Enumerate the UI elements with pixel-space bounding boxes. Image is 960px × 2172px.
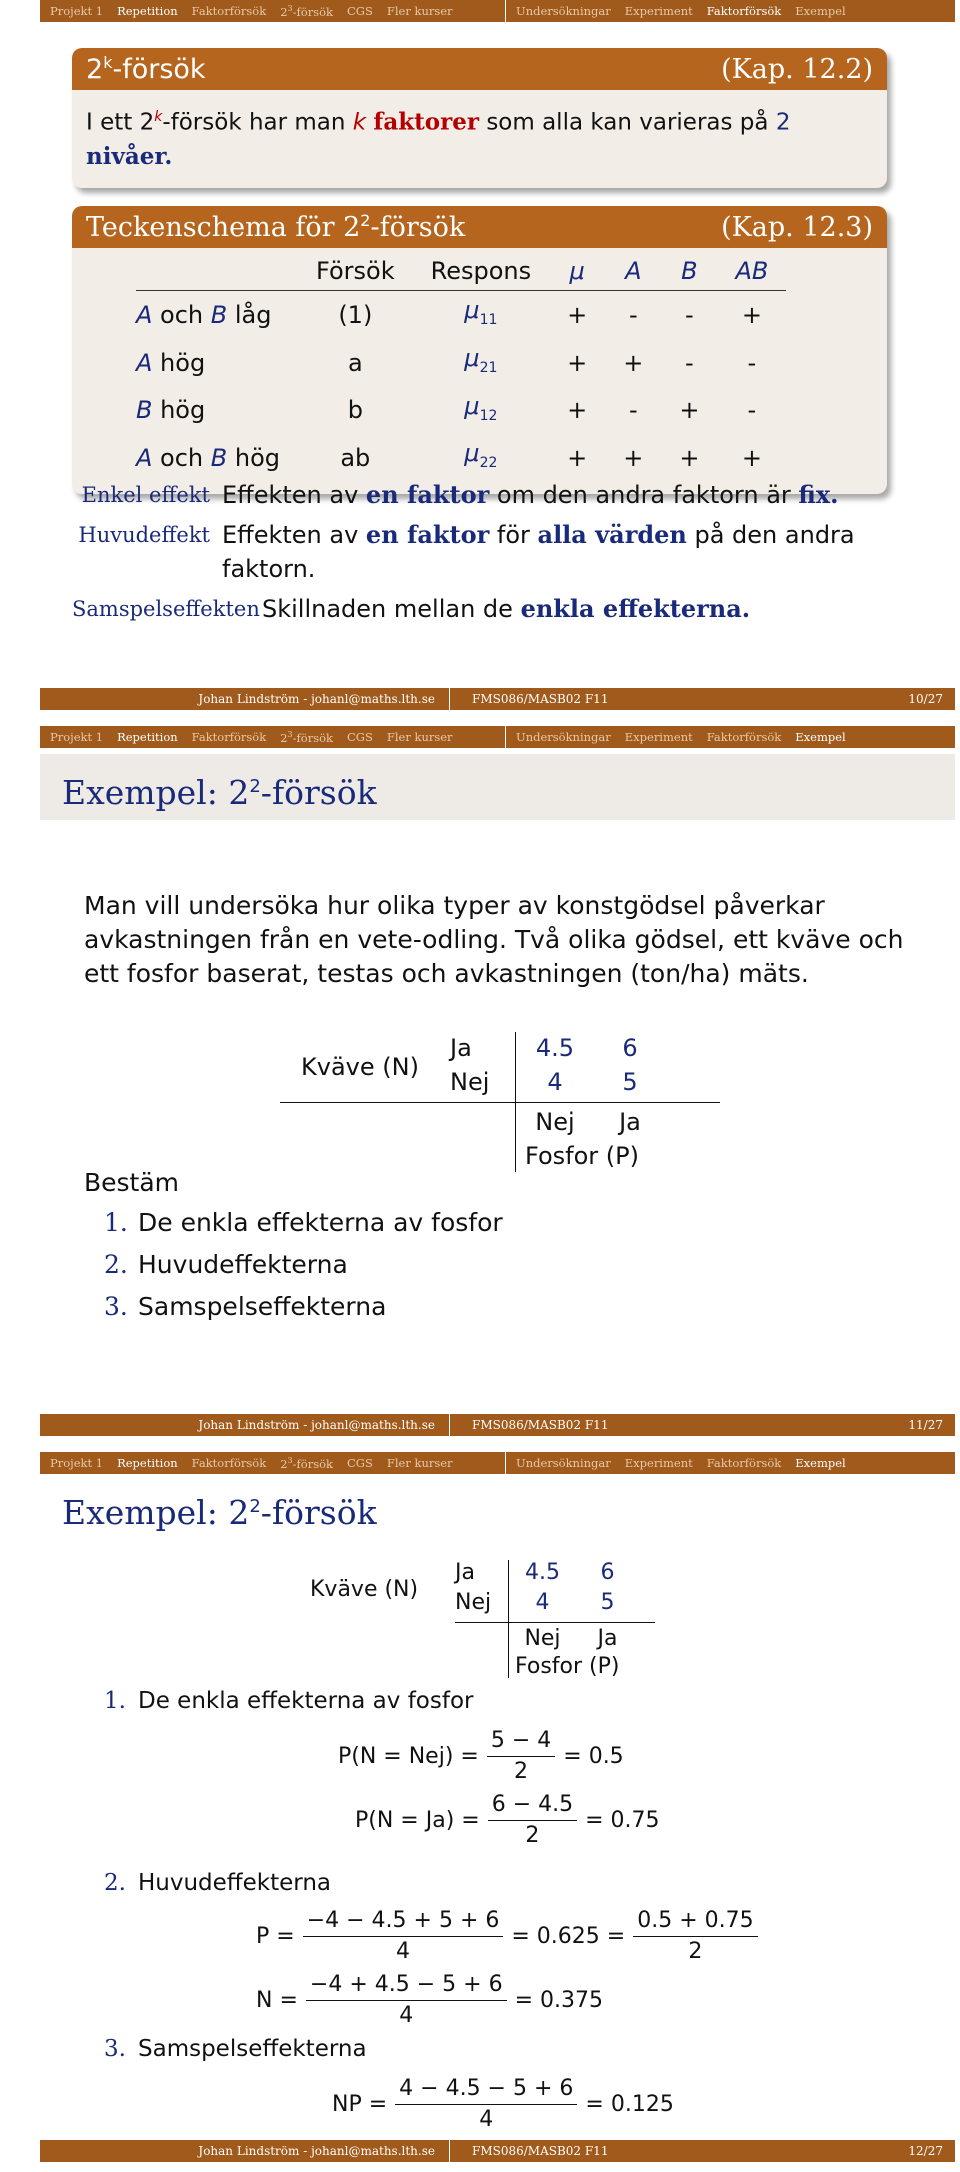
footer-course: FMS086/MASB02 F11 [472,1418,609,1432]
nav-item-active[interactable]: Repetition [117,4,178,18]
grid-cell: 6 [622,1034,638,1062]
nav-item[interactable]: $2^3$-försök [280,1455,333,1471]
page-title: Exempel: $2^2$-försök [40,1474,955,1540]
definition-text: Skillnaden mellan de enkla effekterna. [262,594,751,623]
footer-bar [40,2140,955,2162]
col-level: Ja [597,1626,618,1651]
nav-item[interactable]: Undersökningar [516,1456,611,1470]
grid-cell: 5 [622,1068,638,1096]
equation-p-n-nej: P(N = Nej) = $\frac{5 - 4}{2}$ = 0.5 [338,1728,624,1784]
definition-term: Huvudeffekt [78,523,210,547]
chapter-ref: (Kap. 12.2) [721,53,873,85]
task-list [104,1202,503,1328]
table-row: B hög b $\mu_{12}$ + - + - [136,391,757,425]
equation-np: NP = $\frac{4 - 4.5 - 5 + 6}{4}$ = 0.125 [332,2076,674,2132]
equation-p-main: P = $\frac{-4 - 4.5 + 5 + 6}{4}$ = 0.625 = $\frac{0.5 + 0.75}{2}$ [256,1906,766,1967]
col-factor-label: Fosfor (P) [525,1142,639,1170]
nav-item[interactable]: Faktorförsök [706,730,782,744]
row-level: Nej [450,1068,490,1096]
page-title: Exempel: $2^2$-försök [40,754,955,820]
solution-item-2: 2. Huvudeffekterna [104,1870,332,1896]
footer-author: Johan Lindström - johanl@maths.lth.se [40,1414,450,1436]
nav-bar [40,1452,955,1474]
nav-item-active[interactable]: Repetition [117,1456,178,1470]
list-item: 2. Huvudeffekterna [104,1250,348,1279]
nav-item[interactable]: Projekt 1 [50,4,104,18]
nav-item[interactable]: Fler kurser [386,4,453,18]
nav-item[interactable]: Undersökningar [516,4,611,18]
nav-item[interactable]: Experiment [624,1456,693,1470]
nav-left [40,726,505,748]
list-item: 3. Samspelseffekterna [104,1292,387,1321]
definition-term: Enkel effekt [81,483,210,507]
nav-item-active[interactable]: Exempel [795,1456,846,1470]
table-row: A hög a $\mu_{21}$ + + - - [136,343,757,377]
footer-course: FMS086/MASB02 F11 [472,2144,609,2158]
nav-item[interactable]: Fler kurser [386,1456,453,1470]
list-item: 1. De enkla effekterna av fosfor [104,1208,503,1237]
definition-text: Effekten av en faktor om den andra faktorn är fix. [222,480,839,509]
bestam-label: Bestäm [84,1168,180,1197]
footer-author: Johan Lindström - johanl@maths.lth.se [40,2140,450,2162]
chapter-ref: (Kap. 12.3) [721,211,873,243]
equation-n-main: N = $\frac{-4 + 4.5 - 5 + 6}{4}$ = 0.375 [256,1972,603,2028]
definition-row [72,592,892,626]
solution-item-3: 3. Samspelseffekterna [104,2036,367,2062]
nav-item[interactable]: Exempel [795,4,846,18]
nav-item[interactable]: Undersökningar [516,730,611,744]
nav-item[interactable]: Experiment [624,4,693,18]
footer-page: 11/27 [908,1418,943,1432]
nav-item[interactable]: Experiment [624,730,693,744]
nav-left [40,0,505,22]
row-level: Ja [450,1034,472,1062]
table-header-row: Försök Respons μ A B AB [136,252,786,291]
nav-item-active[interactable]: Faktorförsök [706,4,782,18]
nav-item[interactable]: Fler kurser [386,730,453,744]
grid-cell: 4 [535,1590,550,1615]
slide-11 [40,726,955,1436]
definition-list [72,478,892,626]
slide-12 [40,1452,955,2162]
grid-divider-vertical [508,1560,509,1622]
footer-page: 12/27 [908,2144,943,2158]
problem-paragraph: Man vill undersöka hur olika typer av konstgödsel påverkar avkastningen från en vete-odling. Två olika gödsel, ett kväve och ett fosfor baserat, testas och avkastningen (ton/ha) mäts. [84,891,904,988]
nav-left [40,1452,505,1474]
block-title: 2$^k$-försök (Kap. 12.2) [72,48,887,90]
nav-item[interactable]: CGS [346,730,373,744]
block-title: Teckenschema för $2^2$-försök (Kap. 12.3) [72,206,887,248]
slide-10 [40,0,955,710]
nav-item[interactable]: Faktorförsök [191,730,267,744]
definition-row [72,478,892,512]
nav-item[interactable]: Faktorförsök [191,1456,267,1470]
col-level: Ja [619,1108,641,1136]
nav-right [505,0,846,22]
grid-cell: 5 [600,1590,615,1615]
nav-item[interactable]: Faktorförsök [191,4,267,18]
definition-row [72,518,892,586]
footer-author: Johan Lindström - johanl@maths.lth.se [40,688,450,710]
row-level: Nej [455,1590,492,1615]
grid-cell: 4.5 [535,1034,575,1062]
footer-course: FMS086/MASB02 F11 [472,692,609,706]
col-factor-label: Fosfor (P) [515,1654,620,1679]
nav-item-active[interactable]: Repetition [117,730,178,744]
nav-item[interactable]: CGS [346,4,373,18]
footer-bar [40,1414,955,1436]
definition-term: Samspelseffekten [72,597,260,621]
grid-cell: 4.5 [525,1560,560,1585]
definition-text: Effekten av en faktor för alla värden på den andra faktorn. [222,520,855,583]
nav-item[interactable]: $2^3$-försök [280,729,333,745]
equation-p-n-ja: P(N = Ja) = $\frac{6 - 4.5}{2}$ = 0.75 [355,1792,660,1848]
row-factor-label: Kväve (N) [301,1053,419,1081]
grid-cell: 4 [547,1068,563,1096]
row-factor-label: Kväve (N) [310,1576,419,1602]
definition-block-2k [72,48,887,188]
nav-item[interactable]: $2^3$-försök [280,3,333,19]
col-level: Nej [524,1626,561,1651]
nav-item[interactable]: CGS [346,1456,373,1470]
grid-divider-vertical [508,1622,509,1678]
block-body: I ett 2$^k$-försök har man k faktorer som alla kan varieras på 2 nivåer. [86,108,791,170]
nav-item-active[interactable]: Exempel [795,730,846,744]
data-grid [310,1560,710,1678]
footer-bar [40,688,955,710]
sign-table [136,252,786,482]
sign-scheme-block [72,206,887,494]
nav-item[interactable]: Projekt 1 [50,730,104,744]
table-row: A och B låg (1) $\mu_{11}$ + - - + [136,296,762,329]
footer-page: 10/27 [908,692,943,706]
nav-item[interactable]: Faktorförsök [706,1456,782,1470]
nav-item[interactable]: Projekt 1 [50,1456,104,1470]
table-row: A och B hög ab $\mu_{22}$ + + + + [136,439,762,473]
data-grid [280,1032,720,1172]
nav-right [505,726,846,748]
nav-right [505,1452,846,1474]
nav-bar [40,726,955,748]
row-level: Ja [455,1560,475,1585]
col-level: Nej [535,1108,575,1136]
grid-divider-horizontal [280,1102,720,1103]
grid-divider-horizontal [455,1622,655,1623]
solution-item-1: 1. De enkla effekterna av fosfor [104,1688,474,1714]
grid-cell: 6 [600,1560,615,1585]
nav-bar [40,0,955,22]
